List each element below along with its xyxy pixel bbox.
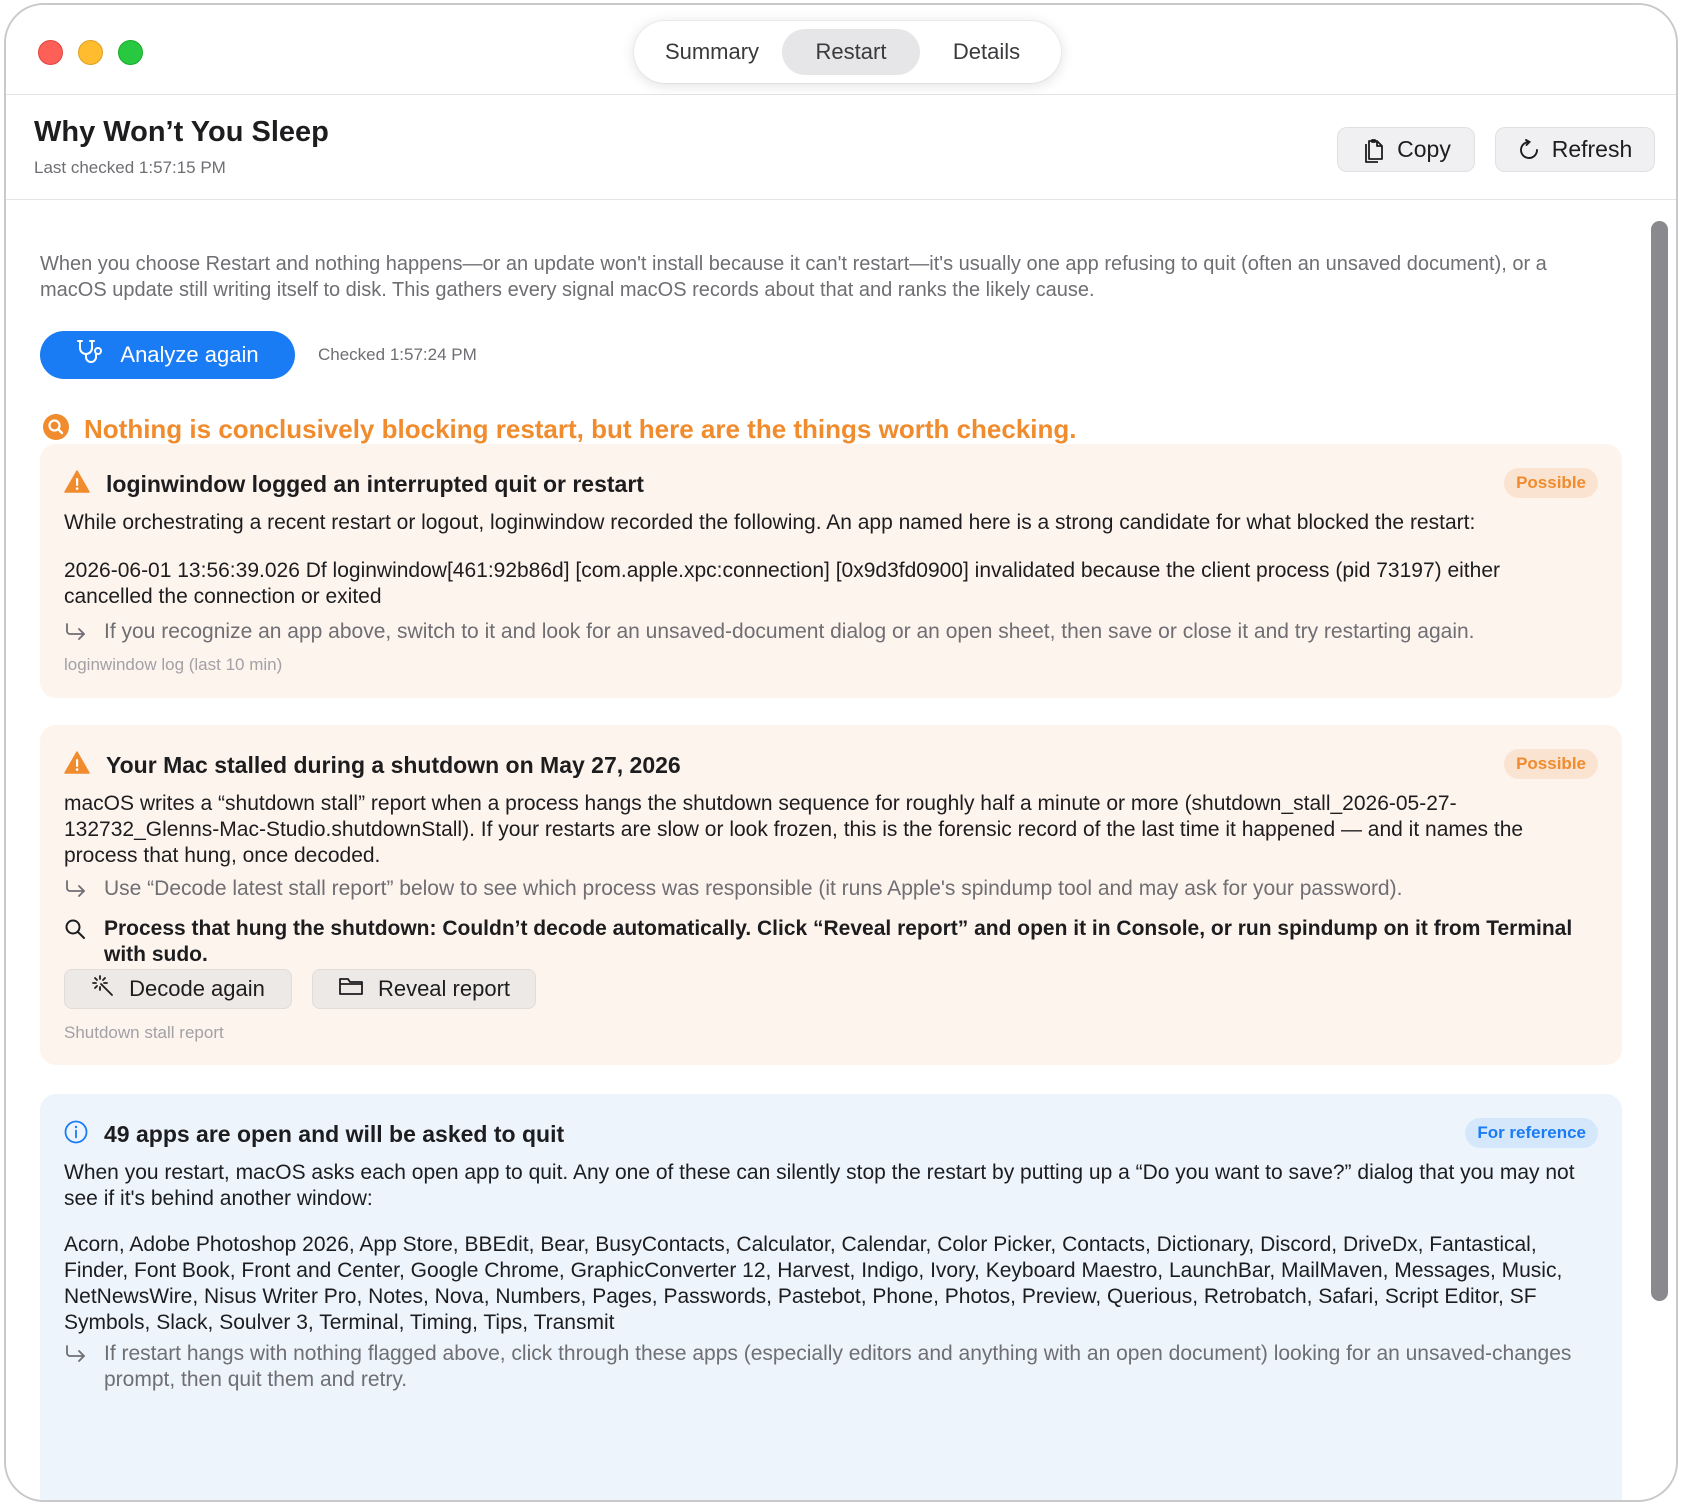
verdict-text: Nothing is conclusively blocking restart, but here are the things worth checking. — [84, 414, 1077, 444]
page-title: Why Won’t You Sleep — [34, 116, 329, 148]
checked-time-label: Checked 1:57:24 PM — [318, 345, 477, 364]
last-checked-label: Last checked 1:57:15 PM — [34, 158, 226, 177]
card-hint — [64, 1341, 1594, 1393]
title-bar — [6, 5, 1676, 95]
refresh-label: Refresh — [1551, 136, 1633, 162]
card-source: loginwindow log (last 10 min) — [64, 655, 283, 674]
decode-again-button[interactable] — [64, 969, 292, 1009]
zoom-window-button[interactable] — [118, 40, 143, 65]
decode-result-text: Process that hung the shutdown: Couldn’t decode automatically. Click “Reveal report” and open it in Console, or run spindump on it from Terminal with sudo. — [104, 917, 1573, 966]
tab-details[interactable]: Details — [952, 39, 1021, 64]
analyze-again-button[interactable] — [40, 331, 295, 379]
app-window — [4, 3, 1678, 1502]
hint-text: Use “Decode latest stall report” below to see which process was responsible (it runs Apple's spindump tool and may ask for your password). — [104, 877, 1403, 900]
intro-text: When you choose Restart and nothing happens—or an update won't install because it can't restart—it's usually one app refusing to quit (often an unsaved document), or a macOS update still writing itself to disk. This gathers every signal macOS records about that and ranks the likely cause. — [40, 253, 1547, 301]
arrow-turn-right-icon — [64, 621, 88, 650]
finding-card-shutdown-stall — [40, 725, 1622, 1065]
close-window-button[interactable] — [38, 40, 63, 65]
tab-restart[interactable]: Restart — [782, 29, 920, 75]
decode-again-label: Decode again — [129, 976, 265, 1001]
card-header — [64, 470, 644, 499]
card-hint — [64, 619, 1594, 650]
possible-badge: Possible — [1504, 468, 1598, 498]
vertical-scrollbar[interactable] — [1651, 221, 1668, 1301]
warning-triangle-icon — [64, 751, 90, 780]
reveal-report-label: Reveal report — [377, 976, 511, 1001]
hint-text: If you recognize an app above, switch to it and look for an unsaved-document dialog or an open sheet, then save or close it and try restarting again. — [104, 620, 1475, 643]
copy-icon — [1361, 137, 1385, 163]
card-title: loginwindow logged an interrupted quit or restart — [106, 471, 644, 497]
hint-text: If restart hangs with nothing flagged above, click through these apps (especially editors and anything with an open document) looking for an unsaved-changes prompt, then quit them and retry. — [104, 1342, 1572, 1391]
magic-wand-icon — [91, 974, 115, 1004]
magnifier-warning-icon — [42, 413, 70, 446]
log-entry: 2026-06-01 13:56:39.026 Df loginwindow[461:92b86d] [com.apple.xpc:connection] [0x9d3fd0900] invalidated because the client process (pid 73197) either cancelled the connection or exited — [64, 559, 1500, 608]
reveal-report-button[interactable] — [312, 969, 536, 1009]
stethoscope-icon — [76, 339, 106, 371]
card-title: Your Mac stalled during a shutdown on May 27, 2026 — [106, 752, 681, 778]
tab-summary[interactable]: Summary — [664, 39, 760, 64]
card-hint — [64, 876, 1594, 907]
card-header — [64, 751, 681, 780]
info-icon — [64, 1120, 88, 1149]
card-body: macOS writes a “shutdown stall” report when a process hangs the shutdown sequence for roughly half a minute or more (shutdown_stall_2026-05-27-132732_Glenns-Mac-Studio.shutdownStall). If your restarts are slow or look frozen, this is the forensic record of the last time it happened — and it names the process that hung, once decoded. — [64, 792, 1524, 867]
analyze-again-label: Analyze again — [120, 342, 259, 367]
card-body: When you restart, macOS asks each open app to quit. Any one of these can silently stop the restart by putting up a “Do you want to save?” dialog that you may not see if it's behind another window: — [64, 1161, 1575, 1210]
possible-badge: Possible — [1504, 749, 1598, 779]
verdict-banner — [42, 413, 1077, 446]
arrow-turn-right-icon — [64, 878, 88, 907]
card-source: Shutdown stall report — [64, 1023, 224, 1042]
warning-triangle-icon — [64, 470, 90, 499]
view-tab-selector — [634, 21, 1061, 83]
refresh-icon — [1518, 139, 1540, 161]
finding-card-loginwindow — [40, 444, 1622, 698]
decode-result — [64, 916, 1594, 968]
card-title: 49 apps are open and will be asked to quit — [104, 1121, 565, 1147]
copy-button[interactable] — [1337, 127, 1475, 172]
card-body: While orchestrating a recent restart or logout, loginwindow recorded the following. An app named here is a strong candidate for what blocked the restart: — [64, 511, 1476, 534]
restart-content — [6, 201, 1676, 1502]
search-icon — [64, 918, 88, 968]
for-reference-badge: For reference — [1465, 1118, 1598, 1148]
arrow-turn-right-icon — [64, 1343, 88, 1393]
refresh-button[interactable] — [1495, 127, 1655, 172]
info-card-open-apps — [40, 1094, 1622, 1502]
open-apps-list: Acorn, Adobe Photoshop 2026, App Store, BBEdit, Bear, BusyContacts, Calculator, Calendar, Color Picker, Contacts, Dictionary, Discord, DriveDx, Fantastical, Finder, Font Book, Front and Center, Google Chrome, GraphicConverter 12, Harvest, Indigo, Ivory, Keyboard Maestro, LaunchBar, MailMaven, Messages, Music, NetNewsWire, Nisus Writer Pro, Notes, Nova, Numbers, Pages, Passwords, Pastebot, Phone, Photos, Preview, Querious, Retrobatch, Safari, Script Editor, SF Symbols, Slack, Soulver 3, Terminal, Timing, Tips, Transmit — [64, 1233, 1563, 1334]
folder-icon — [338, 975, 364, 1003]
page-header — [6, 96, 1676, 200]
copy-label: Copy — [1397, 136, 1451, 162]
card-header — [64, 1120, 564, 1149]
minimize-window-button[interactable] — [78, 40, 103, 65]
